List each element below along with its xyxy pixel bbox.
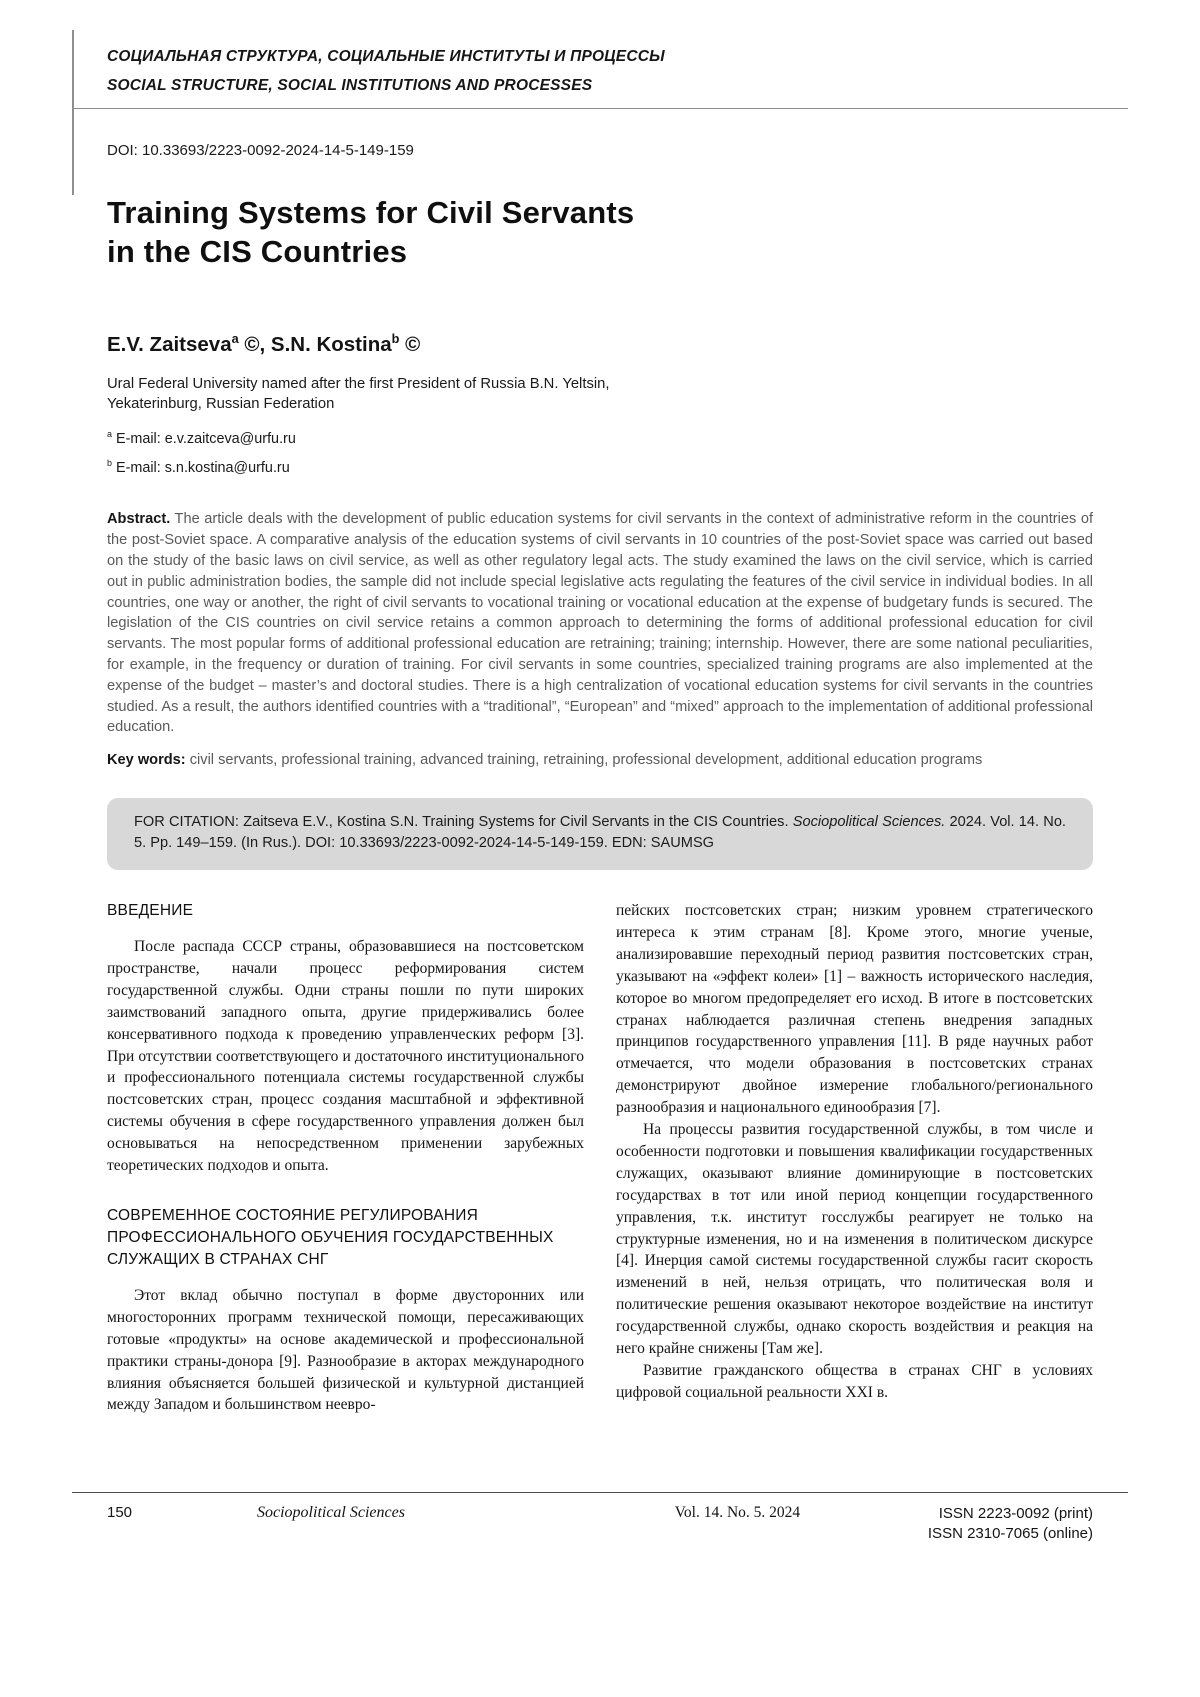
abstract-paragraph bbox=[107, 509, 1093, 738]
page-footer bbox=[0, 1492, 1200, 1544]
body-paragraph: Этот вклад обычно поступал в форме двусторонних или многосторонних программ технической помощи, пересаживающих готовые «продукты» на основе академической и профессиональной практики страны-донора [9]. Разнообразие в акторах международного влияния объясняется большей физической и культурной дистанцией между Западом и большинством неевро- bbox=[107, 1286, 584, 1414]
email-b-mark: b bbox=[107, 457, 112, 468]
authors-line bbox=[107, 331, 1093, 357]
author-2-email bbox=[107, 458, 1093, 476]
citation-part2: 2024. Vol. 14. No. 5. Pp. 149–159. (In Rus.). DOI: 10.33693/2223-0092-2024-14-5-149-159. EDN: SAUMSG bbox=[134, 813, 1066, 852]
header-divider bbox=[72, 108, 1128, 109]
email-b-value: E-mail: s.n.kostina@urfu.ru bbox=[115, 459, 290, 476]
decorative-vertical-rule bbox=[72, 30, 74, 195]
abstract-label: Abstract. bbox=[107, 511, 171, 528]
email-a-mark: a bbox=[107, 428, 112, 439]
rubric-title-english: SOCIAL STRUCTURE, SOCIAL INSTITUTIONS AND PROCESSES bbox=[107, 77, 593, 94]
abstract-text: The article deals with the development of public education systems for civil servants in the context of administrative reform in the countries of the post-Soviet space. A comparative analysis of the education systems of civil servants in 10 countries of the post-Soviet space was carried out based on the study of the basic laws on civil service, as well as other regulatory legal acts. The study examined the laws on the civil service, which is carried out in public administration bodies, the sample did not include special legislative acts regulating the features of the civil service in individual bodies. In all countries, one way or another, the right of civil servants to vocational training or vocational education at the expense of budgetary funds is secured. The legislation of the CIS countries on civil service retains a common approach to determining the forms of additional professional education for civil servants. The most popular forms of additional professional education are retraining; training; internship. However, there are some national peculiarities, for example, in the frequency or duration of training. For civil servants in some countries, specialized training programs are also implemented at the expense of the budget – master’s and doctoral studies. There is a high centralization of vocational education systems for civil servants in the countries studied. As a result, the authors identified countries with a “traditional”, “European” and “mixed” approach to the implementation of additional professional education. bbox=[107, 511, 1093, 736]
author-1-affiliation-mark: a bbox=[231, 331, 239, 346]
for-citation-text bbox=[134, 812, 1066, 855]
page-number: 150 bbox=[107, 1504, 133, 1521]
affiliation bbox=[107, 374, 1093, 414]
issn-online: ISSN 2310-7065 (online) bbox=[927, 1525, 1093, 1542]
keywords-line bbox=[107, 750, 1093, 771]
citation-part1: FOR CITATION: Zaitseva E.V., Kostina S.N. Training Systems for Civil Servants in the CIS Countries. bbox=[134, 813, 793, 830]
affiliation-line2: Yekaterinburg, Russian Federation bbox=[107, 395, 335, 412]
article-title-line1: Training Systems for Civil Servants bbox=[107, 195, 635, 230]
author-1: E.V. Zaitseva bbox=[107, 332, 232, 356]
body-paragraph: Развитие гражданского общества в странах СНГ в условиях цифровой социальной реальности XXI в. bbox=[616, 1362, 1093, 1401]
for-citation-box bbox=[107, 798, 1093, 870]
article-title bbox=[107, 193, 1093, 271]
footer-row bbox=[107, 1504, 1093, 1544]
two-column-body bbox=[107, 900, 1093, 1500]
email-a-value: E-mail: e.v.zaitceva@urfu.ru bbox=[115, 430, 296, 447]
keywords-label: Key words: bbox=[107, 752, 186, 769]
author-1-copyright: ©, bbox=[238, 332, 271, 356]
issn-print: ISSN 2223-0092 (print) bbox=[938, 1505, 1093, 1522]
rubric-title-russian: СОЦИАЛЬНАЯ СТРУКТУРА, СОЦИАЛЬНЫЕ ИНСТИТУТЫ И ПРОЦЕССЫ bbox=[107, 48, 665, 65]
affiliation-line1: Ural Federal University named after the first President of Russia B.N. Yeltsin, bbox=[107, 375, 610, 392]
section-heading-current-state: СОВРЕМЕННОЕ СОСТОЯНИЕ РЕГУЛИРОВАНИЯ ПРОФЕССИОНАЛЬНОГО ОБУЧЕНИЯ ГОСУДАРСТВЕННЫХ СЛУЖАЩИХ В СТРАНАХ СНГ bbox=[107, 1206, 554, 1268]
body-paragraph: На процессы развития государственной службы, в том числе и особенности подготовки и повышения квалификации государственных служащих, оказывают влияние доминирующие в постсоветских государствах в тот или иной период концепции государственного управления, т.к. институт госслужбы реагирует не только на структурные изменения, но и на изменения в политическом дискурсе [4]. Инерция самой системы государственной службы гасит скорость изменений в ней, нельзя отрицать, что политическая воля и политические решения оказывают некоторое воздействие на институт государственной службы, однако скорость воздействия и реакция на него крайне снижены [Там же]. bbox=[616, 1121, 1093, 1358]
body-paragraph: После распада СССР страны, образовавшиеся на постсоветском пространстве, начали процесс реформирования систем государственной службы. Одни страны пошли по пути широких заимствований западного опыта, другие придерживались более консервативного подхода к проведению управленческих реформ [3]. При отсутствии соответствующего и достаточного институционального и профессионального потенциала системы государственной службы постсоветских стран, процесс создания масштабной и эффективной системы обучения в сфере государственного управления должен был основываться на непосредственном применении зарубежных теоретических подходов и опыта. bbox=[107, 937, 584, 1175]
body-paragraph: пейских постсоветских стран; низким уровнем стратегического интереса к этим странам [8]. Кроме этого, многие ученые, анализировавшие переходный период развития постсоветских стран, указывают на «эффект колеи» [1] – важность исторического наследия, которое во многом предопределяет его исход. В итоге в постсоветских странах наблюдается различная степень внедрения западных принципов государственного управления [11]. В ряде научных работ отмечается, что модели образования в постсоветских странах демонстрируют двойное измерение глобального/регионального разнообразия и национального единообразия [7]. bbox=[616, 901, 1093, 1117]
footer-divider bbox=[72, 1492, 1128, 1493]
author-2: S.N. Kostina bbox=[270, 332, 392, 356]
article-title-line2: in the CIS Countries bbox=[107, 234, 408, 269]
right-column bbox=[616, 900, 1093, 1500]
footer-journal-name: Sociopolitical Sciences bbox=[257, 1504, 405, 1521]
author-2-affiliation-mark: b bbox=[391, 331, 400, 346]
citation-journal-italic: Sociopolitical Sciences. bbox=[792, 813, 946, 830]
author-2-copyright: © bbox=[399, 332, 421, 356]
article-doi: DOI: 10.33693/2223-0092-2024-14-5-149-159 bbox=[107, 142, 414, 159]
left-column bbox=[107, 900, 584, 1500]
footer-volume-info: Vol. 14. No. 5. 2024 bbox=[674, 1504, 801, 1521]
journal-rubric-header bbox=[107, 0, 1093, 100]
keywords-text: civil servants, professional training, advanced training, retraining, professional development, additional education programs bbox=[185, 752, 983, 769]
footer-issn bbox=[928, 1504, 1093, 1544]
section-heading-introduction: ВВЕДЕНИЕ bbox=[107, 901, 194, 919]
author-1-email bbox=[107, 429, 1093, 447]
